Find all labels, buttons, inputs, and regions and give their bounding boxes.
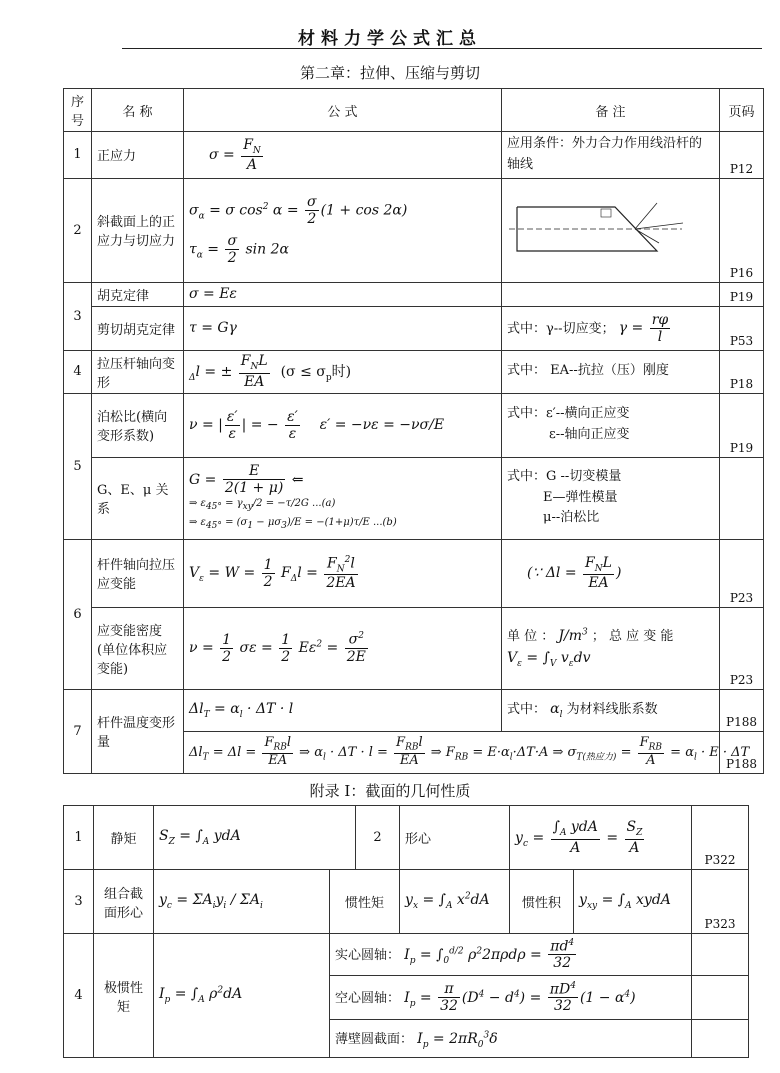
table-row (64, 457, 764, 539)
row-name: 杆件轴向拉压应变能 (92, 539, 184, 607)
formula-product-of-inertia: $y_{xy} = \int_A$ xydA (574, 870, 692, 934)
note-prefix: 式中： (507, 468, 547, 484)
header-page: 页码 (720, 89, 764, 132)
row-no: 4 (64, 350, 92, 393)
row-page: P53 (720, 306, 764, 350)
oblique-section-diagram (502, 178, 720, 282)
row-name: 泊松比(横向变形系数) (92, 393, 184, 457)
header-formula: 公 式 (184, 89, 502, 132)
row-name: G、E、μ 关系 (92, 457, 184, 539)
formula-centroid: $y_c$ = $\frac{\int_A ydA}{A}$ = $\frac{S_Z}{A}$ (510, 806, 692, 870)
title-rule (122, 48, 762, 49)
row-note: 单 位 ： $J/m^3$ ； 总 应 变 能 $V_\varepsilon = \int_V$ $v_\varepsilon dv$ (502, 607, 720, 689)
row-note: 式中： $\alpha_l$ 为材料线胀系数 (502, 689, 720, 731)
formula-hollow-shaft: 空心圆轴： $I_p$ = $\frac{\pi}{32}$ $(D^4 - d^4)$ = $\frac{\pi D^4}{32}$ $(1 - \alpha^4)$ (330, 976, 692, 1020)
row-no: 1 (64, 132, 92, 179)
sub-label: 空心圆轴： (335, 990, 401, 1006)
table-row (64, 806, 749, 870)
note-line: μ--泊松比 (543, 510, 600, 526)
note-line: ε′--横向正应变 (546, 406, 630, 422)
row-name: 杆件温度变形量 (92, 689, 184, 773)
bar-section-diagram (507, 195, 707, 265)
table-row (64, 539, 764, 607)
row-page: P322 (692, 806, 749, 870)
row-page-empty (692, 934, 749, 976)
row-name: 胡克定律 (92, 282, 184, 306)
row-no: 7 (64, 689, 92, 773)
row-name: 应变能密度(单位体积应变能) (92, 607, 184, 689)
chapter-title: 第二章：拉伸、压缩与剪切 (299, 64, 480, 82)
sub-label: 薄壁圆截面： (335, 1031, 414, 1047)
row-page: P188 (720, 731, 764, 773)
formula-axial-deformation: $_\Delta$l = ± $\frac{F_NL}{EA}$ ($\sigma \le \sigma_p$时) (184, 350, 502, 393)
formula-composite-centroid: $y_c = \Sigma A_iy_i / \Sigma A_i$ (154, 870, 330, 934)
formula-moment-of-inertia: $y_x = \int_A$ $x^2dA$ (400, 870, 510, 934)
formula-solid-shaft: 实心圆轴： $I_p = \int_0^{d/2}$ $\rho^22\pi\rho d\rho$ = $\frac{\pi d^4}{32}$ (330, 934, 692, 976)
row-no: 2 (356, 806, 400, 870)
table-row (64, 393, 764, 457)
row-note (502, 350, 720, 393)
formula-shear-hooke: τ = Gγ (184, 306, 502, 350)
row-name: 正应力 (92, 132, 184, 179)
table-row (64, 607, 764, 689)
chapter-formula-table (63, 88, 764, 774)
note-formula: γ = $\frac{r\varphi}{l}$ (618, 311, 669, 345)
appendix-title: 附录 I：截面的几何性质 (309, 782, 471, 800)
formula-thin-wall: 薄壁圆截面： $I_p = 2\pi R_0^3\delta$ (330, 1020, 692, 1058)
note-formula: $V_\varepsilon = \int_V$ $v_\varepsilon dv$ (507, 650, 591, 670)
row-page: P19 (720, 393, 764, 457)
header-note: 备 注 (502, 89, 720, 132)
formula-static-moment: $S_Z = \int_A$ ydA (154, 806, 356, 870)
note-text: EA--抗拉（压）刚度 (550, 363, 669, 379)
row-name: 惯性积 (510, 870, 574, 934)
row-note (502, 306, 720, 350)
formula-thermal-stress: $\Delta l_T = \Delta l$ = $\frac{F_{RB}l}{EA}$ ⇒ $\alpha_l \cdot \Delta T \cdot l$ = $\frac{F_{RB}l}{EA}$ ⇒ $F_{RB} = E\cdot\alpha_l\cdot\Delta T\cdot A$ ⇒ $\sigma_{T(热应力)}$ = $\frac{F_{RB}}{A}$ = $\alpha_l \cdot E \cdot \Delta T$ (184, 731, 720, 773)
row-note: 应用条件：外力合力作用线沿杆的轴线 (502, 132, 720, 179)
note-prefix: 式中： (507, 321, 547, 337)
row-note-empty (502, 282, 720, 306)
row-name: 惯性矩 (330, 870, 400, 934)
row-name: 组合截面形心 (94, 870, 154, 934)
row-page: P12 (720, 132, 764, 179)
row-page: P23 (720, 607, 764, 689)
formula-g-e-mu: G = $\frac{E}{2(1 + \mu)}$ ⇐ ⇒ $\varepsilon_{45^\circ} = \gamma_{xy}/2 = -\tau/2G$ ...(a) ⇒ $\varepsilon_{45^\circ} = (\sigma_1 - \mu\sigma_3)/E = -(1+\mu)\tau/E$ ...(b) (184, 457, 502, 539)
note-line: E—弹性模量 (543, 489, 618, 505)
note-line: ； 总 应 变 能 (591, 628, 674, 644)
row-no: 3 (64, 870, 94, 934)
note-line: ε--轴向正应变 (549, 427, 630, 443)
row-page: P16 (720, 178, 764, 282)
row-page: P188 (720, 689, 764, 731)
table-row (64, 934, 749, 976)
note-text: γ--切应变； (546, 321, 615, 337)
row-name: 静矩 (94, 806, 154, 870)
table-row (64, 306, 764, 350)
note-prefix: 式中： (507, 363, 547, 379)
row-name: 剪切胡克定律 (92, 306, 184, 350)
formula-normal-stress: σ = $\frac{F_N}{A}$ (184, 132, 502, 179)
table-header-row (64, 89, 764, 132)
note-prefix: 式中： (507, 406, 547, 422)
row-page: P23 (720, 539, 764, 607)
row-no: 4 (64, 934, 94, 1058)
note-text: 为材料线胀系数 (566, 702, 658, 717)
table-row (64, 178, 764, 282)
table-row (64, 282, 764, 306)
header-no: 序号 (64, 89, 92, 132)
formula-strain-energy: $V_\varepsilon = W$ = $\frac{1}{2}$ $F_\Delta l$ = $\frac{F_N^2l}{2EA}$ (184, 539, 502, 607)
row-no: 3 (64, 282, 92, 350)
row-no: 5 (64, 393, 92, 539)
formula-hooke-law: σ = Eε (184, 282, 502, 306)
note-line: 单 位 ： (507, 628, 555, 644)
row-no: 6 (64, 539, 92, 689)
row-name: 拉压杆轴向变形 (92, 350, 184, 393)
row-no: 2 (64, 178, 92, 282)
row-page-empty (720, 457, 764, 539)
row-page-empty (692, 976, 749, 1020)
row-page: P19 (720, 282, 764, 306)
sub-label: 实心圆轴： (335, 947, 401, 963)
row-page-empty (692, 1020, 749, 1058)
formula-strain-energy-density: ν = $\frac{1}{2}$ σε = $\frac{1}{2}$ $E\varepsilon^2$ = $\frac{\sigma^2}{2E}$ (184, 607, 502, 689)
row-page: P18 (720, 350, 764, 393)
row-name: 斜截面上的正应力与切应力 (92, 178, 184, 282)
row-name: 极惯性矩 (94, 934, 154, 1058)
table-row (64, 870, 749, 934)
formula-polar-moment: $I_p = \int_A$ $\rho^2dA$ (154, 934, 330, 1058)
note-formula-delta-l: (∵ Δl = $\frac{F_NL}{EA}$ ) (502, 539, 720, 607)
row-name: 形心 (400, 806, 510, 870)
appendix-formula-table (63, 805, 749, 1058)
note-prefix: 式中： (507, 702, 547, 717)
table-row (64, 689, 764, 731)
header-name: 名 称 (92, 89, 184, 132)
row-note (502, 393, 720, 457)
note-line: G --切变模量 (546, 468, 622, 484)
row-page: P323 (692, 870, 749, 934)
formula-thermal-deformation: $\Delta l_T = \alpha_l \cdot \Delta T \cdot l$ (184, 689, 502, 731)
row-no: 1 (64, 806, 94, 870)
page-title: 材料力学公式汇总 (298, 29, 482, 49)
formula-oblique-section: $\sigma_\alpha = \sigma$ $\cos^2 \alpha$ = $\frac{\sigma}{2}$ (1 + cos 2α) $\tau_\alpha$ = $\frac{\sigma}{2}$ sin 2α (184, 178, 502, 282)
row-note (502, 457, 720, 539)
formula-poisson-ratio: ν = | $\frac{\varepsilon'}{\varepsilon}$ | = − $\frac{\varepsilon'}{\varepsilon}$ ε′ = −νε = −νσ/E (184, 393, 502, 457)
table-row (64, 350, 764, 393)
table-row (64, 132, 764, 179)
